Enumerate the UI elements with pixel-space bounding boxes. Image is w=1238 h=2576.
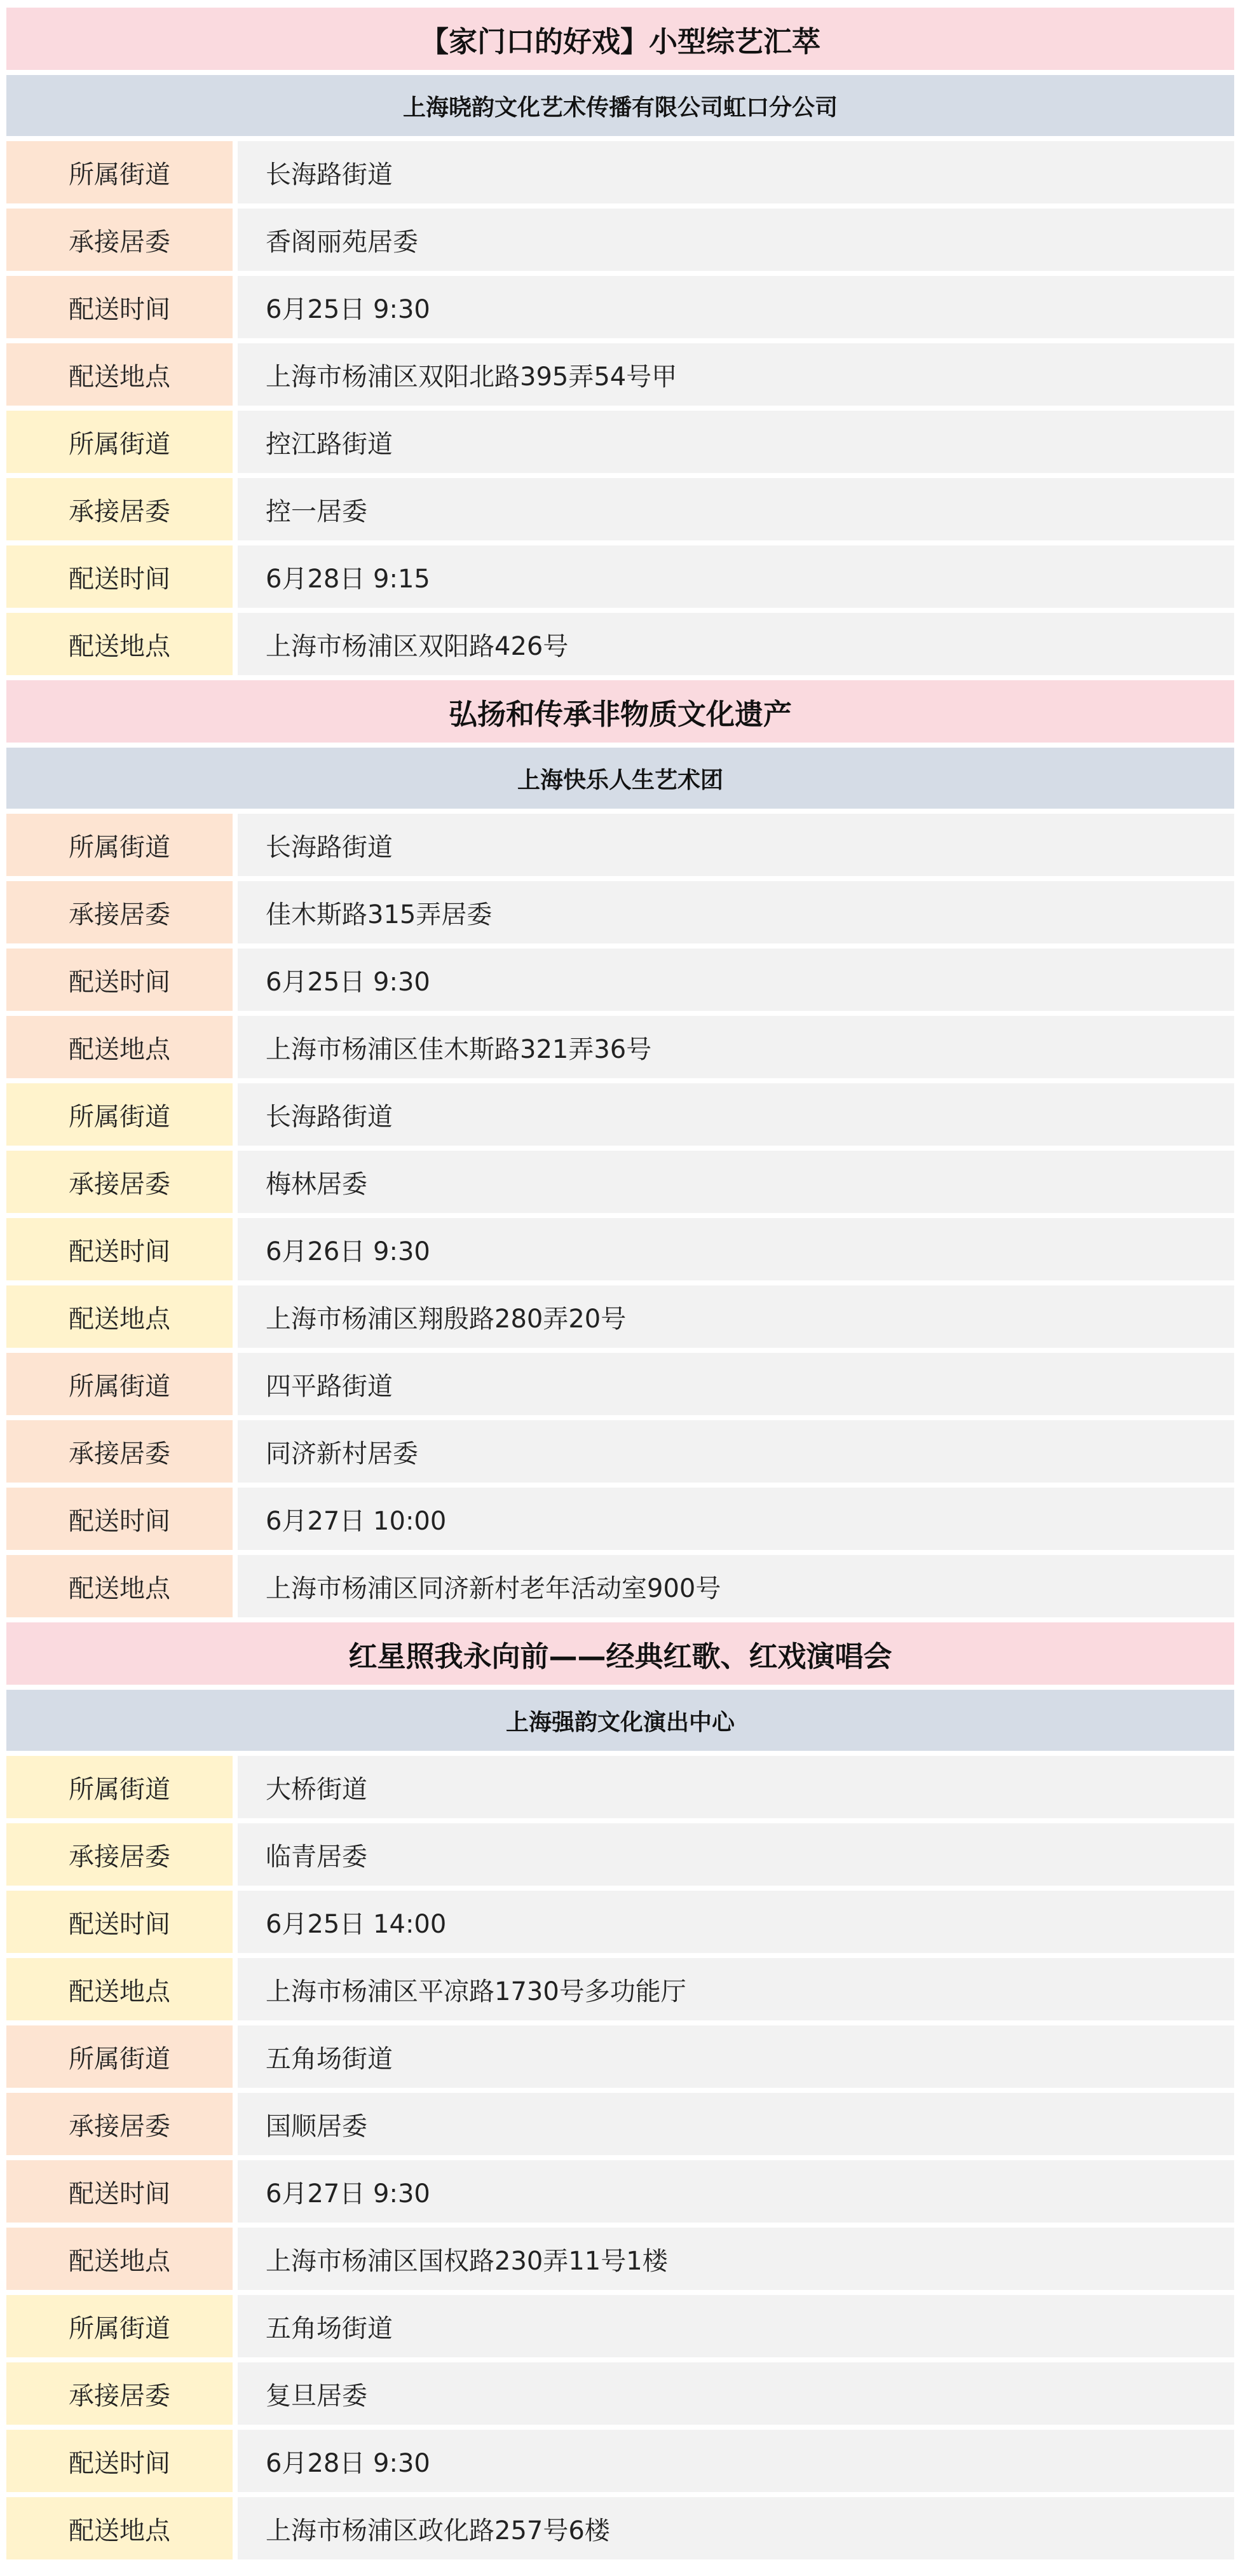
table-row [6,2093,1234,2155]
row-value: 上海市杨浦区国权路230弄11号1楼 [238,2228,1234,2290]
table-row [6,1285,1234,1348]
row-value: 上海市杨浦区政化路257号6楼 [238,2497,1234,2559]
row-value: 6月28日 9:15 [238,545,1234,608]
table-row [6,2025,1234,2088]
row-value: 复旦居委 [238,2362,1234,2425]
table-row [6,545,1234,608]
row-value: 6月28日 9:30 [238,2430,1234,2492]
row-value: 同济新村居委 [238,1420,1234,1483]
row-value: 梅林居委 [238,1151,1234,1213]
table-row [6,2497,1234,2559]
row-label: 承接居委 [6,1420,233,1483]
schedule-table [6,0,1234,2559]
row-label: 所属街道 [6,1353,233,1415]
row-value: 6月27日 9:30 [238,2160,1234,2223]
table-row [6,1891,1234,1953]
row-label: 配送地点 [6,1958,233,2020]
performer-organization: 上海晓韵文化艺术传播有限公司虹口分公司 [6,75,1234,136]
row-label: 配送时间 [6,276,233,338]
performer-organization: 上海强韵文化演出中心 [6,1690,1234,1751]
table-row [6,613,1234,675]
row-label: 承接居委 [6,478,233,540]
row-value: 长海路街道 [238,1083,1234,1146]
table-row [6,2430,1234,2492]
row-label: 所属街道 [6,2295,233,2357]
row-label: 配送时间 [6,1218,233,1280]
table-row [6,1420,1234,1483]
row-label: 配送地点 [6,343,233,406]
row-value: 6月26日 9:30 [238,1218,1234,1280]
table-row [6,881,1234,943]
table-row [6,141,1234,203]
table-row [6,343,1234,406]
row-label: 所属街道 [6,141,233,203]
table-row [6,2362,1234,2425]
table-row [6,2295,1234,2357]
row-value: 上海市杨浦区佳木斯路321弄36号 [238,1016,1234,1078]
table-row [6,1151,1234,1213]
row-label: 配送地点 [6,1016,233,1078]
table-row [6,411,1234,473]
row-label: 承接居委 [6,1151,233,1213]
row-value: 上海市杨浦区双阳路426号 [238,613,1234,675]
row-value: 6月25日 14:00 [238,1891,1234,1953]
row-value: 五角场街道 [238,2025,1234,2088]
table-row [6,2228,1234,2290]
row-value: 佳木斯路315弄居委 [238,881,1234,943]
row-value: 上海市杨浦区平凉路1730号多功能厅 [238,1958,1234,2020]
table-row [6,276,1234,338]
row-label: 所属街道 [6,411,233,473]
table-row [6,1488,1234,1550]
table-row [6,1016,1234,1078]
row-label: 配送时间 [6,2160,233,2223]
row-label: 配送时间 [6,1891,233,1953]
row-value: 控一居委 [238,478,1234,540]
section-title: 弘扬和传承非物质文化遗产 [6,680,1234,743]
row-label: 配送地点 [6,2228,233,2290]
table-row [6,478,1234,540]
row-value: 长海路街道 [238,814,1234,876]
table-row [6,2160,1234,2223]
row-label: 承接居委 [6,1823,233,1886]
row-label: 配送地点 [6,1285,233,1348]
row-label: 配送时间 [6,545,233,608]
table-row [6,1555,1234,1617]
table-row [6,814,1234,876]
section-title: 【家门口的好戏】小型综艺汇萃 [6,8,1234,70]
row-value: 国顺居委 [238,2093,1234,2155]
row-value: 上海市杨浦区翔殷路280弄20号 [238,1285,1234,1348]
row-label: 配送地点 [6,1555,233,1617]
row-value: 五角场街道 [238,2295,1234,2357]
performer-organization: 上海快乐人生艺术团 [6,748,1234,809]
row-value: 上海市杨浦区双阳北路395弄54号甲 [238,343,1234,406]
row-value: 控江路街道 [238,411,1234,473]
row-label: 所属街道 [6,2025,233,2088]
table-row [6,1083,1234,1146]
table-row [6,1958,1234,2020]
row-label: 承接居委 [6,2362,233,2425]
table-row [6,1756,1234,1818]
row-label: 配送地点 [6,613,233,675]
table-row [6,1218,1234,1280]
row-value: 6月27日 10:00 [238,1488,1234,1550]
row-value: 香阁丽苑居委 [238,209,1234,271]
table-row [6,1353,1234,1415]
row-label: 所属街道 [6,1756,233,1818]
table-row [6,1823,1234,1886]
row-value: 6月25日 9:30 [238,276,1234,338]
row-label: 承接居委 [6,209,233,271]
section-title: 红星照我永向前——经典红歌、红戏演唱会 [6,1622,1234,1685]
row-value: 长海路街道 [238,141,1234,203]
row-value: 6月25日 9:30 [238,949,1234,1011]
table-row [6,949,1234,1011]
row-label: 配送时间 [6,1488,233,1550]
table-row [6,209,1234,271]
row-label: 配送时间 [6,2430,233,2492]
row-value: 上海市杨浦区同济新村老年活动室900号 [238,1555,1234,1617]
row-value: 大桥街道 [238,1756,1234,1818]
row-label: 配送时间 [6,949,233,1011]
row-value: 四平路街道 [238,1353,1234,1415]
row-label: 所属街道 [6,814,233,876]
row-label: 承接居委 [6,2093,233,2155]
row-label: 承接居委 [6,881,233,943]
row-label: 配送地点 [6,2497,233,2559]
row-value: 临青居委 [238,1823,1234,1886]
row-label: 所属街道 [6,1083,233,1146]
